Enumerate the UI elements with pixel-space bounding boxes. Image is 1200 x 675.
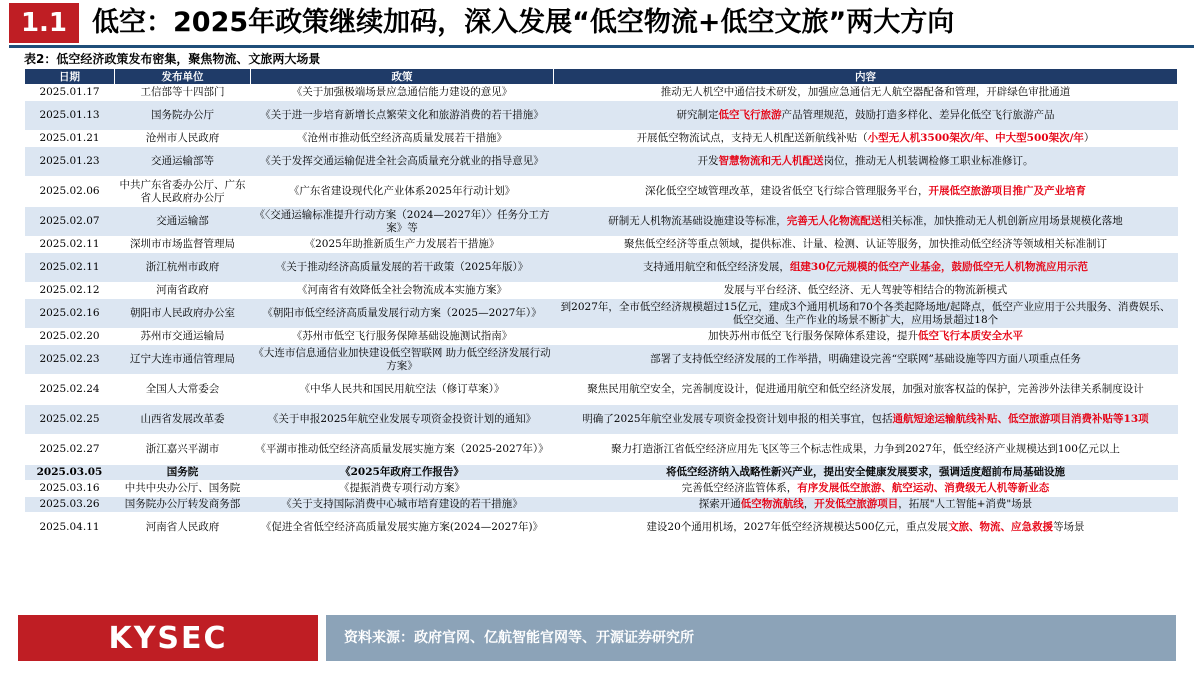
cell-policy: 《提振消费专项行动方案》 [251,481,554,497]
cell-policy: 《沧州市推动低空经济高质量发展若干措施》 [251,131,554,147]
table-caption: 表2：低空经济政策发布密集，聚焦物流、文旅两大场景 [24,52,321,66]
cell-date: 2025.02.12 [25,283,115,299]
highlight-text: 开发低空旅游项目 [814,498,899,510]
content-text: 聚焦低空经济等重点领域，提供标准、计量、检测、认证等服务，加快推动低空经济等领域相关标准制订 [624,238,1107,250]
cell-content [554,101,1178,131]
cell-org: 中共广东省委办公厅、广东省人民政府办公厅 [115,177,251,207]
cell-content [554,513,1178,543]
highlight-text: 低空飞行本质安全水平 [918,330,1023,342]
table-row [25,253,1178,283]
cell-date: 2025.01.21 [25,131,115,147]
content-text: 深化低空空域管理改革，建设省低空飞行综合管理服务平台， [645,185,929,197]
cell-policy: 《苏州市低空飞行服务保障基础设施测试指南》 [251,329,554,345]
content-text: 聚力打造浙江省低空经济应用先飞区等三个标志性成果，力争到2027年，低空经济产业规模达到100亿元以上 [611,443,1120,455]
table-row [25,405,1178,435]
table-row [25,147,1178,177]
table-row [25,207,1178,237]
cell-date: 2025.02.20 [25,329,115,345]
highlight-text: 低空飞行旅游 [718,109,782,121]
cell-content [554,131,1178,147]
content-text: 明确了2025年航空业发展专项资金投资计划申报的相关事宜，包括 [582,413,893,425]
cell-org: 沧州市人民政府 [115,131,251,147]
column-header-policy: 政策 [251,69,554,85]
cell-content [554,207,1178,237]
kysec-logo: KYSEC [18,615,318,661]
cell-org: 辽宁大连市通信管理局 [115,345,251,375]
table-row [25,237,1178,253]
content-text: ，拓展"人工智能+消费"场景 [898,498,1033,510]
table-row [25,177,1178,207]
cell-policy: 《2025年助推新质生产力发展若干措施》 [251,237,554,253]
section-number: 1.1 [9,3,79,43]
content-text: 探索开通 [698,498,741,510]
highlight-text: 开展低空旅游项目推广及产业培育 [928,185,1086,197]
table-row [25,101,1178,131]
cell-org: 苏州市交通运输局 [115,329,251,345]
table-row [25,375,1178,405]
cell-content [554,329,1178,345]
cell-date: 2025.02.11 [25,253,115,283]
table-row [25,345,1178,375]
cell-policy: 《2025年政府工作报告》 [251,465,554,481]
cell-date: 2025.02.07 [25,207,115,237]
cell-org: 浙江嘉兴平湖市 [115,435,251,465]
policy-table [24,68,1178,543]
cell-date: 2025.01.23 [25,147,115,177]
content-text: 相关标准，加快推动无人机创新应用场景规模化落地 [881,215,1123,227]
table-row [25,481,1178,497]
content-text: 产品管理规范，鼓励打造多样化、差异化低空飞行旅游产品 [781,109,1055,121]
cell-org: 河南省人民政府 [115,513,251,543]
content-text: 发展与平台经济、低空经济、无人驾驶等相结合的物流新模式 [723,284,1008,296]
cell-date: 2025.02.16 [25,299,115,329]
highlight-text: 小型无人机3500架次/年、中大型500架次/年 [867,132,1084,144]
content-text: ， [803,498,815,510]
content-text: 开发 [697,155,719,167]
cell-org: 国务院办公厅 [115,101,251,131]
content-text: ） [1083,132,1095,144]
cell-date: 2025.04.11 [25,513,115,543]
header-divider [9,45,1194,48]
cell-date: 2025.03.16 [25,481,115,497]
content-text: 开展低空物流试点，支持无人机配送新航线补贴（ [636,132,868,144]
cell-policy: 《中华人民共和国民用航空法（修订草案）》 [251,375,554,405]
column-header-content: 内容 [554,69,1178,85]
cell-date: 2025.02.06 [25,177,115,207]
content-text: 部署了支持低空经济发展的工作举措，明确建设完善“空联网”基础设施等四方面八项重点任务 [650,353,1081,365]
highlight-text: 有序发展低空旅游、航空运动、消费级无人机等新业态 [797,482,1050,494]
cell-date: 2025.02.25 [25,405,115,435]
cell-org: 国务院 [115,465,251,481]
cell-date: 2025.03.05 [25,465,115,481]
table-row [25,131,1178,147]
cell-policy: 《关于加强极端场景应急通信能力建设的意见》 [251,85,554,101]
table-row [25,329,1178,345]
cell-date: 2025.01.13 [25,101,115,131]
cell-org: 全国人大常委会 [115,375,251,405]
cell-date: 2025.02.23 [25,345,115,375]
cell-policy: 《关于进一步培育新增长点繁荣文化和旅游消费的若干措施》 [251,101,554,131]
cell-content [554,435,1178,465]
cell-org: 工信部等十四部门 [115,85,251,101]
cell-date: 2025.02.27 [25,435,115,465]
cell-policy: 《朝阳市低空经济高质量发展行动方案（2025—2027年）》 [251,299,554,329]
content-text: 支持通用航空和低空经济发展， [642,261,790,273]
cell-policy: 《关于发挥交通运输促进全社会高质量充分就业的指导意见》 [251,147,554,177]
content-text: 建设20个通用机场，2027年低空经济规模达500亿元，重点发展 [646,521,949,533]
content-text: 岗位，推动无人机装调检修工职业标准修订。 [823,155,1034,167]
page-title: 低空：2025年政策继续加码，深入发展“低空物流+低空文旅”两大方向 [92,7,955,38]
content-text: 将低空经济纳入战略性新兴产业，提出安全健康发展要求，强调适度超前布局基础设施 [666,466,1065,478]
cell-policy: 《广东省建设现代化产业体系2025年行动计划》 [251,177,554,207]
cell-content [554,253,1178,283]
cell-content [554,375,1178,405]
content-text: 等场景 [1053,521,1085,533]
cell-content [554,237,1178,253]
cell-content [554,283,1178,299]
content-text: 加快苏州市低空飞行服务保障体系建设，提升 [708,330,918,342]
cell-org: 深圳市市场监督管理局 [115,237,251,253]
cell-date: 2025.02.24 [25,375,115,405]
cell-date: 2025.03.26 [25,497,115,513]
table-body [25,85,1178,543]
cell-content [554,299,1178,329]
highlight-text: 完善无人化物流配送 [786,215,882,227]
cell-policy: 《平湖市推动低空经济高质量发展实施方案（2025-2027年）》 [251,435,554,465]
cell-policy: 《关于推动经济高质量发展的若干政策（2025年版）》 [251,253,554,283]
cell-policy: 《河南省有效降低全社会物流成本实施方案》 [251,283,554,299]
table-header-row [25,69,1178,85]
table-row [25,435,1178,465]
cell-policy: 《关于支持国际消费中心城市培育建设的若干措施》 [251,497,554,513]
cell-org: 河南省政府 [115,283,251,299]
highlight-text: 智慧物流和无人机配送 [718,155,824,167]
column-header-date: 日期 [25,69,115,85]
table-row [25,465,1178,481]
table-row [25,85,1178,101]
cell-org: 山西省发展改革委 [115,405,251,435]
cell-policy: 《关于申报2025年航空业发展专项资金投资计划的通知》 [251,405,554,435]
cell-date: 2025.01.17 [25,85,115,101]
cell-org: 交通运输部等 [115,147,251,177]
highlight-text: 通航短途运输航线补贴、低空旅游项目消费补贴等13项 [892,413,1149,425]
cell-content [554,345,1178,375]
table-row [25,299,1178,329]
cell-content [554,465,1178,481]
column-header-org: 发布单位 [115,69,251,85]
cell-org: 交通运输部 [115,207,251,237]
cell-org: 浙江杭州市政府 [115,253,251,283]
highlight-text: 文旅、物流、应急救援 [948,521,1054,533]
highlight-text: 低空物流航线 [740,498,804,510]
cell-content [554,147,1178,177]
cell-policy: 《〈交通运输标准提升行动方案（2024—2027年）〉任务分工方案》等 [251,207,554,237]
cell-content [554,405,1178,435]
cell-content [554,85,1178,101]
cell-date: 2025.02.11 [25,237,115,253]
table-row [25,283,1178,299]
content-text: 聚焦民用航空安全，完善制度设计，促进通用航空和低空经济发展，加强对旅客权益的保护，完善涉外法律关系制度设计 [587,383,1144,395]
content-text: 完善低空经济监管体系， [681,482,798,494]
content-text: 到2027年，全市低空经济规模超过15亿元，建成3个通用机场和70个各类起降场地/起降点，低空产业应用于公共服务、消费娱乐、低空交通、生产作业的场景不断扩大，应用场景超过18个 [560,300,1171,326]
cell-org: 朝阳市人民政府办公室 [115,299,251,329]
cell-policy: 《促进全省低空经济高质量发展实施方案(2024—2027年)》 [251,513,554,543]
content-text: 推动无人机空中通信技术研发，加强应急通信无人航空器配备和管理，开辟绿色审批通道 [660,86,1071,98]
table-row [25,513,1178,543]
content-text: 研究制定 [676,109,719,121]
highlight-text: 组建30亿元规模的低空产业基金，鼓励低空无人机物流应用示范 [789,261,1089,273]
cell-org: 中共中央办公厅、国务院 [115,481,251,497]
cell-policy: 《大连市信息通信业加快建设低空智联网 助力低空经济发展行动方案》 [251,345,554,375]
cell-content [554,497,1178,513]
content-text: 研制无人机物流基础设施建设等标准， [608,215,787,227]
cell-content [554,481,1178,497]
cell-content [554,177,1178,207]
cell-org: 国务院办公厅转发商务部 [115,497,251,513]
table-row [25,497,1178,513]
source-note: 资料来源：政府官网、亿航智能官网等、开源证券研究所 [326,615,1176,661]
